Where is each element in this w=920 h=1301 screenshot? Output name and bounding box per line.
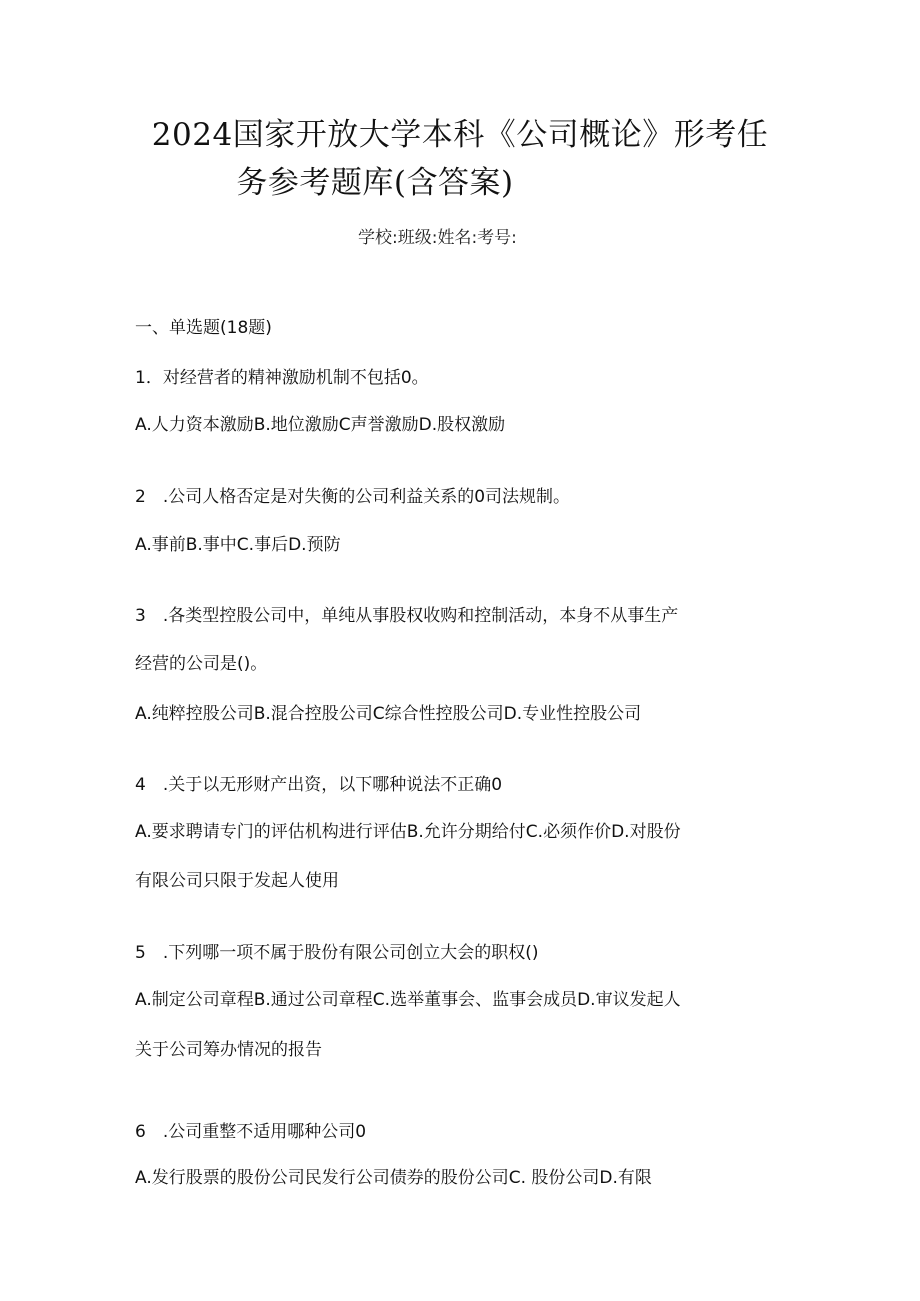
question-1-stem: 1．对经营者的精神激励机制不包括0。	[135, 368, 429, 388]
document-title-line-2: 务参考题库(含答案)	[236, 165, 514, 201]
question-4-options-line-2: 有限公司只限于发起人使用	[135, 871, 339, 891]
question-2-stem: 2 .公司人格否定是对失衡的公司利益关系的0司法规制。	[135, 487, 571, 507]
section-heading: 一、单选题(18题)	[135, 318, 272, 338]
question-3-options: A.纯粹控股公司B.混合控股公司C综合性控股公司D.专业性控股公司	[135, 704, 642, 724]
question-5-stem: 5 .下列哪一项不属于股份有限公司创立大会的职权()	[135, 943, 539, 963]
question-1-options: A.人力资本激励B.地位激励C声誉激励D.股权激励	[135, 415, 506, 435]
question-5-options-line-1: A.制定公司章程B.通过公司章程C.选举董事会、监事会成员D.审议发起人	[135, 990, 681, 1010]
question-5-options-line-2: 关于公司筹办情况的报告	[135, 1040, 322, 1060]
student-info-line: 学校:班级:姓名:考号:	[358, 228, 517, 248]
question-2-options: A.事前B.事中C.事后D.预防	[135, 535, 341, 555]
question-3-stem-line-1: 3 .各类型控股公司中，单纯从事股权收购和控制活动，本身不从事生产	[135, 606, 679, 626]
question-3-stem-line-2: 经营的公司是()。	[135, 654, 268, 674]
question-6-stem: 6 .公司重整不适用哪种公司0	[135, 1122, 367, 1142]
question-4-stem: 4 .关于以无形财产出资，以下哪种说法不正确0	[135, 775, 503, 795]
question-6-options: A.发行股票的股份公司民发行公司债券的股份公司C. 股份公司D.有限	[135, 1168, 652, 1188]
document-title-line-1: 2024国家开放大学本科《公司概论》形考任	[151, 117, 769, 153]
question-4-options-line-1: A.要求聘请专门的评估机构进行评估B.允许分期给付C.必须作价D.对股份	[135, 822, 681, 842]
